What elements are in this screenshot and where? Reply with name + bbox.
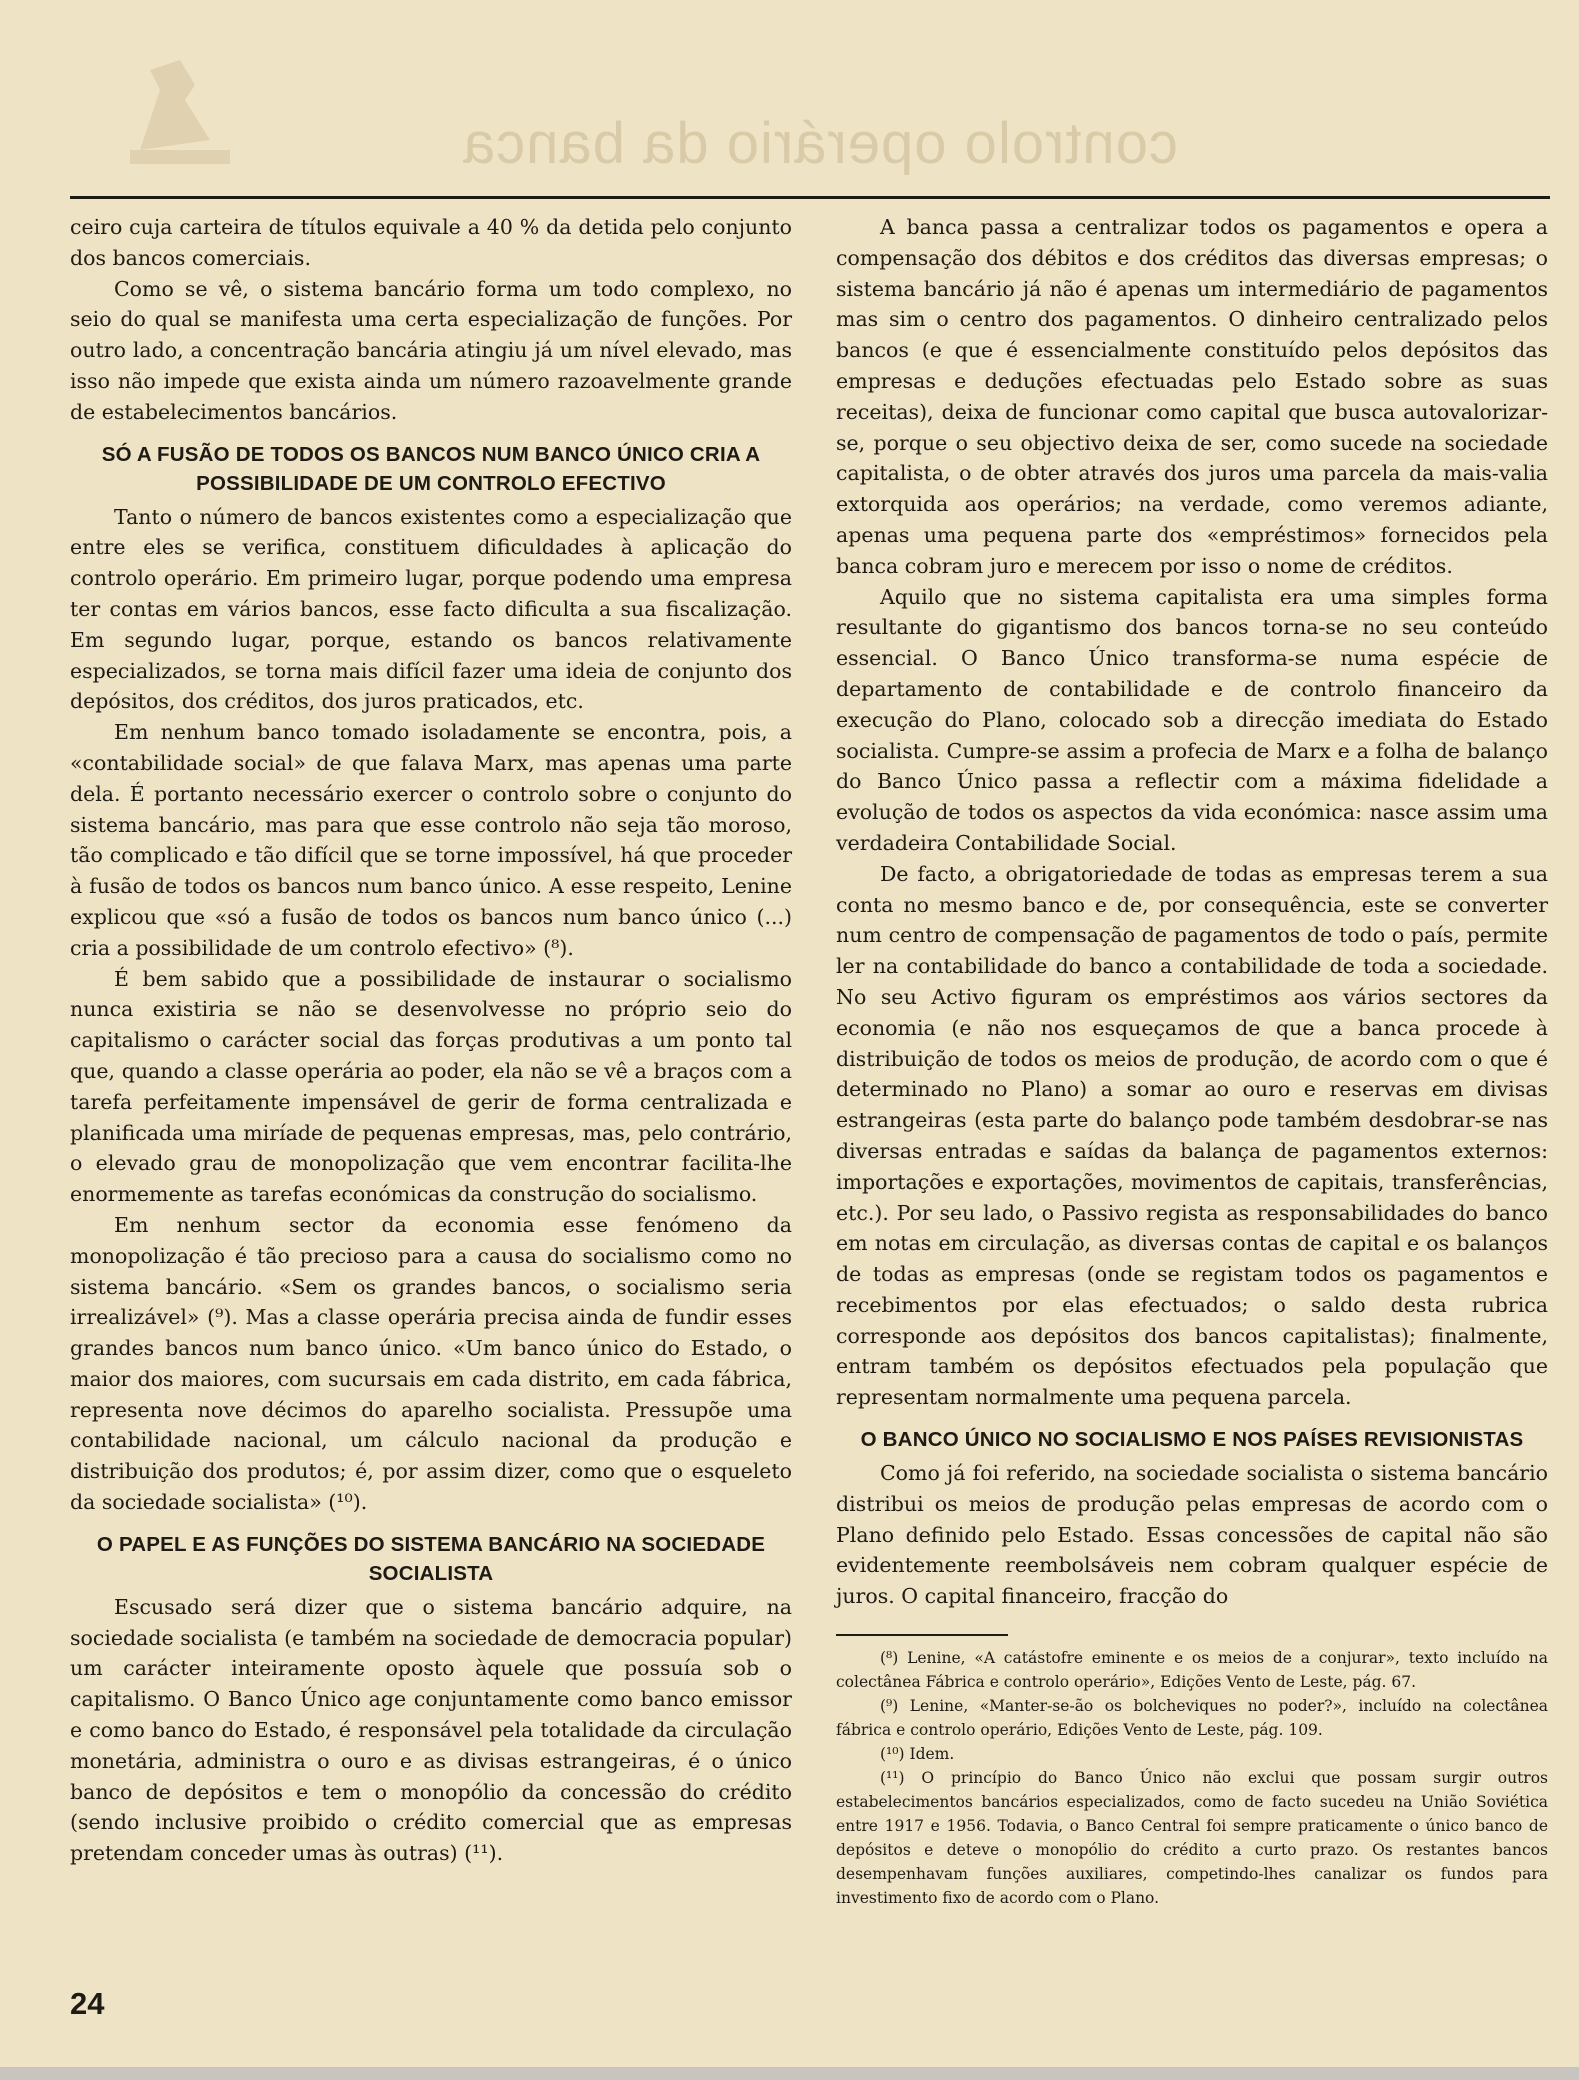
left-column (70, 212, 792, 1869)
scan-edge (0, 2067, 1579, 2080)
body-paragraph: Aquilo que no sistema capitalista era uma simples forma resultante do gigantismo dos bancos torna-se no seu conteúdo essencial. O Banco Único transforma-se numa espécie de departamento de contabilidade e de controlo financeiro da execução do Plano, colocado sob a direcção imediata do Estado socialista. Cumpre-se assim a profecia de Marx e a folha de balanço do Banco Único passa a reflectir com a máxima fidelidade a evolução de todos os aspectos da vida económica: nasce assim uma verdadeira Contabilidade Social. (836, 584, 1548, 855)
section-heading: O PAPEL E AS FUNÇÕES DO SISTEMA BANCÁRIO NA SOCIEDADE SOCIALISTA (96, 1532, 766, 1585)
body-paragraph: ceiro cuja carteira de títulos equivale a 40 % da detida pelo conjunto dos bancos comerciais. (70, 215, 792, 270)
header-rule (70, 196, 1550, 199)
footnote: (¹¹) O princípio do Banco Único não exclui que possam surgir outros estabelecimentos bancários especializados, como de facto sucedeu na União Soviética entre 1917 e 1956. Todavia, o Banco Central foi sempre praticamente o único banco de depósitos e deteve o monopólio do crédito a curto prazo. Os restantes bancos desempenhavam funções auxiliares, competindo-lhes canalizar os fundos para investimento fixo de acordo com o Plano. (836, 1768, 1548, 1907)
page-number: 24 (70, 1986, 105, 2021)
body-paragraph: Como já foi referido, na sociedade socialista o sistema bancário distribui os meios de produção pelas empresas de acordo com o Plano definido pelo Estado. Essas concessões de capital não são evidentemente reembolsáveis nem cobram qualquer espécie de juros. O capital financeiro, fracção do (836, 1461, 1548, 1609)
section-heading: SÓ A FUSÃO DE TODOS OS BANCOS NUM BANCO ÚNICO CRIA A POSSIBILIDADE DE UM CONTROLO EFECTIVO (101, 442, 761, 495)
body-paragraph: É bem sabido que a possibilidade de instaurar o socialismo nunca existiria se não se desenvolvesse no próprio seio do capitalismo o carácter social das forças produtivas a um ponto tal que, quando a classe operária ao poder, ela não se vê a braços com a tarefa perfeitamente impensável de gerir de forma centralizada e planificada uma miríade de pequenas empresas, mas, pelo contrário, o elevado grau de monopolização que vem encontrar facilita-lhe enormemente as tarefas económicas da construção do socialismo. (70, 966, 792, 1207)
body-paragraph: Escusado será dizer que o sistema bancário adquire, na sociedade socialista (e também na sociedade de democracia popular) um carácter inteiramente oposto àquele que possuía sob o capitalismo. O Banco Único age conjuntamente como banco emissor e como banco do Estado, é responsável pela totalidade da circulação monetária, administra o ouro e as divisas estrangeiras, é o único banco de depósitos e tem o monopólio da concessão do crédito (sendo inclusive proibido o crédito comercial que as empresas pretendam conceder umas às outras) (¹¹). (70, 1594, 792, 1866)
right-article-text (836, 212, 1548, 1612)
body-paragraph: Como se vê, o sistema bancário forma um todo complexo, no seio do qual se manifesta uma certa especialização de funções. Por outro lado, a concentração bancária atingiu já um nível elevado, mas isso não impede que exista ainda um número razoavelmente grande de estabelecimentos bancários. (70, 276, 792, 424)
footnote: (⁹) Lenine, «Manter-se-ão os bolcheviques no poder?», incluído na colectânea fábrica e controlo operário, Edições Vento de Leste, pág. 109. (836, 1696, 1548, 1739)
footnote: (¹⁰) Idem. (880, 1744, 955, 1763)
body-paragraph: Tanto o número de bancos existentes como a especialização que entre eles se verifica, constituem dificuldades à aplicação do controlo operário. Em primeiro lugar, porque podendo uma empresa ter contas em vários bancos, esse facto dificulta a sua fiscalização. Em segundo lugar, porque, estando os bancos relativamente especializados, se torna mais difícil fazer uma ideia de conjunto dos depósitos, dos créditos, dos juros praticados, etc. (70, 504, 792, 714)
body-paragraph: Em nenhum banco tomado isoladamente se encontra, pois, a «contabilidade social» de que falava Marx, mas apenas uma parte dela. É portanto necessário exercer o controlo sobre o conjunto do sistema bancário, mas para que esse controlo não seja tão moroso, tão complicado e tão difícil que se torne impossível, há que proceder à fusão de todos os bancos num banco único. A esse respeito, Lenine explicou que «só a fusão de todos os bancos num banco único (...) cria a possibilidade de um controlo efectivo» (⁸). (70, 720, 792, 960)
right-column (836, 212, 1548, 1910)
footnote-rule (836, 1634, 1008, 1636)
body-paragraph: Em nenhum sector da economia esse fenómeno da monopolização é tão precioso para a causa do socialismo como no sistema bancário. «Sem os grandes bancos, o socialismo seria irrealizável» (⁹). Mas a classe operária precisa ainda de fundir esses grandes bancos num banco único. «Um banco único do Estado, o maior dos maiores, com sucursais em cada distrito, em cada fábrica, representa nove décimos do aparelho socialista. Pressupõe uma contabilidade nacional, um cálculo nacional da produção e distribuição dos produtos; é, por assim dizer, como que o esqueleto da sociedade socialista» (¹⁰). (70, 1212, 792, 1515)
footnotes (836, 1646, 1548, 1910)
body-paragraph: De facto, a obrigatoriedade de todas as empresas terem a sua conta no mesmo banco e de, por consequência, este se converter num centro de compensação de pagamentos de todo o país, permite ler na contabilidade do banco a contabilidade de toda a sociedade. No seu Activo figuram os empréstimos aos vários sectores da economia (e não nos esqueçamos de que a banca procede à distribuição de todos os meios de produção, de acordo com o que é determinado no Plano) a somar ao ouro e reservas em divisas estrangeiras (esta parte do balanço pode também desdobrar-se nas diversas entradas e saídas da balança de pagamentos externos: importações e exportações, movimentos de capitais, transferências, etc.). Por seu lado, o Passivo regista as responsabilidades do banco em notas em circulação, as diversas contas de capital e os balanços de todas as empresas (onde se registam todos os pagamentos e recebimentos por elas efectuados; o saldo desta rubrica corresponde aos depósitos dos bancos capitalistas); finalmente, entram também os depósitos efectuados pela população que representam normalmente uma pequena parcela. (836, 861, 1548, 1410)
body-paragraph: A banca passa a centralizar todos os pagamentos e opera a compensação dos débitos e dos créditos das diversas empresas; o sistema bancário já não é apenas um intermediário de pagamentos mas sim o centro dos pagamentos. O dinheiro centralizado pelos bancos (e que é essencialmente constituído pelos depósitos das empresas e deduções efectuadas pelo Estado sobre as suas receitas), deixa de funcionar como capital que busca autovalorizar-se, porque o seu objectivo deixa de ser, como sucede na sociedade capitalista, o de obter através dos juros uma parcela da mais-valia extorquida aos operários; na verdade, como veremos adiante, apenas uma pequena parte dos «empréstimos» fornecidos pela banca cobram juro e merecem por isso o nome de créditos. (836, 215, 1548, 578)
footnote: (⁸) Lenine, «A catástofre eminente e os meios de a conjurar», texto incluído na colectânea Fábrica e controlo operário», Edições Vento de Leste, pág. 67. (836, 1648, 1548, 1691)
mirrored-header-bleed: controlo operário da banca (461, 111, 1179, 176)
section-heading: O BANCO ÚNICO NO SOCIALISMO E NOS PAÍSES REVISIONISTAS (860, 1428, 1524, 1452)
